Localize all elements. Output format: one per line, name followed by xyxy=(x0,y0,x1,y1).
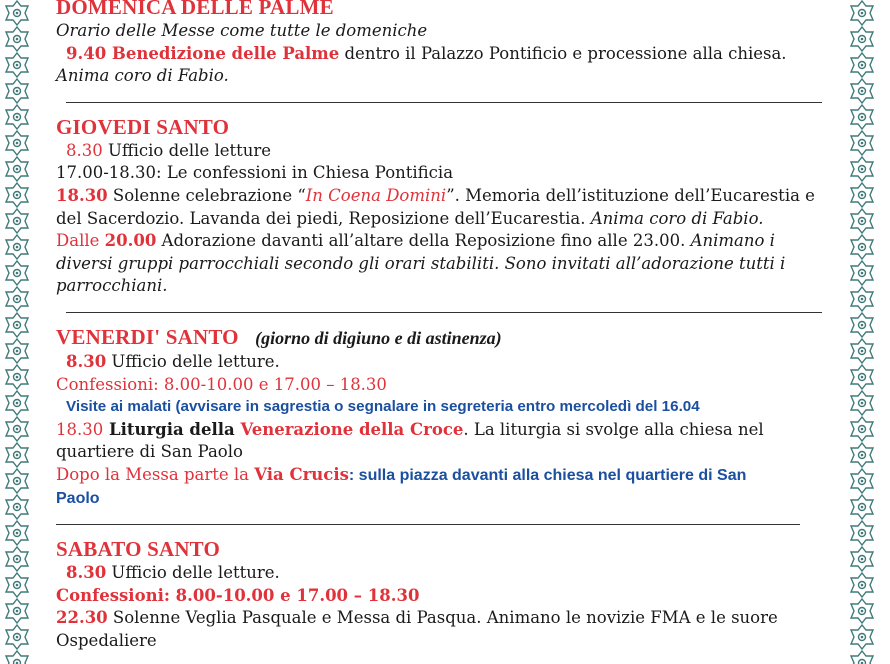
line-text: Solenne Veglia Pasquale e Messa di Pasqua. Animano le novizie FMA e le suore xyxy=(107,608,778,628)
line-text-blue: : sulla piazza davanti alla chiesa nel quartiere di San xyxy=(348,466,747,484)
line-text: Solenne celebrazione “ xyxy=(107,185,306,205)
line-text: del Sacerdozio. Lavanda dei piedi, Reposizione dell’Eucarestia. xyxy=(56,208,591,228)
line-text: Ufficio delle letture. xyxy=(106,563,280,583)
sabato-line-4: Ospedaliere xyxy=(56,630,157,650)
giovedi-line-3 xyxy=(56,185,846,208)
section-title-sabato: SABATO SANTO xyxy=(56,537,221,562)
line-text-red: Dopo la Messa parte la xyxy=(56,464,255,484)
line-text-bold: Liturgia della xyxy=(103,419,241,439)
sabato-line-1 xyxy=(56,562,846,585)
venerazione-croce-text: Venerazione della Croce xyxy=(240,419,464,439)
section-divider xyxy=(66,312,822,313)
giovedi-line-2: 17.00-18.30: Le confessioni in Chiesa Pontificia xyxy=(56,163,454,183)
schedule-content xyxy=(56,0,846,652)
palme-line-1: Orario delle Messe come tutte le domeniche xyxy=(56,21,428,40)
line-text-red: Dalle xyxy=(56,231,105,251)
palme-time-label: 9.40 Benedizione delle Palme xyxy=(66,43,340,63)
section-divider xyxy=(66,102,822,103)
line-text: Adorazione davanti all’altare della Reposizione fino alle 23.00. xyxy=(156,231,691,251)
via-crucis-text: Via Crucis xyxy=(254,464,349,484)
venerdi-line-5: quartiere di San Paolo xyxy=(56,442,243,462)
venerdi-line-1 xyxy=(56,351,846,374)
venerdi-title-text: VENERDI' SANTO xyxy=(56,324,239,349)
time-label: 8.30 xyxy=(66,563,107,583)
ornament-pattern-right xyxy=(845,0,879,664)
venerdi-line-4 xyxy=(56,419,846,442)
section-title-giovedi: GIOVEDI SANTO xyxy=(56,114,230,139)
line-text: Ufficio delle letture xyxy=(102,140,272,160)
venerdi-line-7: Paolo xyxy=(56,489,100,507)
section-title-venerdi xyxy=(56,325,846,351)
venerdi-line-2: Confessioni: 8.00-10.00 e 17.00 – 18.30 xyxy=(56,374,387,394)
time-label: 8.30 xyxy=(66,351,107,371)
line-text: Ufficio delle letture. xyxy=(106,351,280,371)
section-divider xyxy=(56,524,800,525)
palme-line-2 xyxy=(56,43,846,66)
line-text-italic: Anima coro di Fabio. xyxy=(590,208,764,228)
giovedi-line-6: diversi gruppi parrocchiali secondo gli orari stabiliti. Sono invitati all’adorazione tutti i xyxy=(56,253,786,273)
line-text: . La liturgia si svolge alla chiesa nel xyxy=(463,419,764,439)
time-label: 8.30 xyxy=(66,140,103,160)
time-label: 18.30 xyxy=(56,419,104,439)
time-label: 22.30 xyxy=(56,608,108,628)
sabato-line-3 xyxy=(56,607,846,630)
venerdi-line-6 xyxy=(56,464,846,488)
giovedi-line-7: parrocchiani. xyxy=(56,276,168,296)
ornament-pattern-left xyxy=(0,0,34,664)
left-ornamental-border xyxy=(0,0,34,664)
giovedi-line-5 xyxy=(56,230,846,253)
giovedi-line-1 xyxy=(56,140,846,163)
palme-line-2-text: dentro il Palazzo Pontificio e processione alla chiesa. xyxy=(339,43,787,63)
line-text-italic: Animano i xyxy=(690,231,775,251)
time-label: 18.30 xyxy=(56,185,108,205)
venerdi-line-3: Visite ai malati (avvisare in sagrestia o segnalare in segreteria entro mercoledì del 16.04 xyxy=(66,398,700,416)
venerdi-subtitle: (giorno di digiuno e di astinenza) xyxy=(255,327,502,348)
palme-line-3: Anima coro di Fabio. xyxy=(56,66,229,86)
time-label: 20.00 xyxy=(104,231,157,251)
right-ornamental-border xyxy=(845,0,879,664)
giovedi-line-4 xyxy=(56,208,846,231)
sabato-line-2: Confessioni: 8.00-10.00 e 17.00 – 18.30 xyxy=(56,585,420,605)
section-title-palme: DOMENICA DELLE PALME xyxy=(56,0,334,19)
in-coena-domini-text: In Coena Domini xyxy=(305,185,447,205)
line-text: ”. Memoria dell’istituzione dell’Eucarestia e xyxy=(446,185,815,205)
